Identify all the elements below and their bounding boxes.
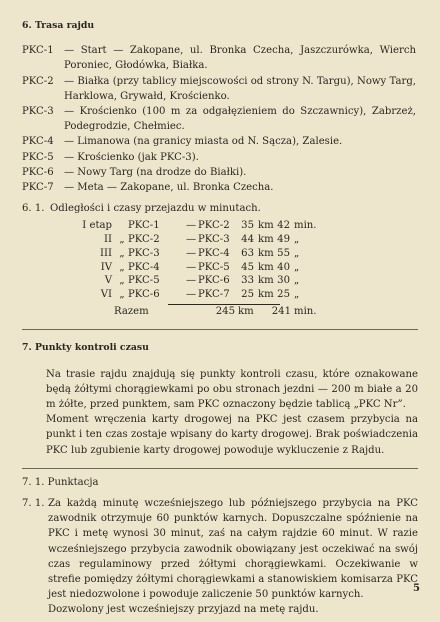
ditto-mark: „ xyxy=(119,234,125,246)
min-unit: „ xyxy=(294,288,300,300)
to-checkpoint: PKC-5 xyxy=(198,261,230,273)
dash: — xyxy=(185,220,197,232)
checkpoint-code: PKC-6 xyxy=(22,166,54,178)
from-checkpoint: PKC-5 xyxy=(128,275,160,287)
time-min: 42 xyxy=(277,220,290,232)
min-unit: „ xyxy=(294,247,300,259)
route-point-row xyxy=(22,150,418,165)
checkpoint-code: PKC-5 xyxy=(22,151,54,163)
route-point-row xyxy=(22,134,418,149)
dash: — xyxy=(185,288,197,300)
checkpoint-code: PKC-2 xyxy=(22,75,54,87)
route-point-row xyxy=(22,74,418,104)
stages-table xyxy=(62,219,342,301)
checkpoint-description: — Start — Zakopane, ul. Bronka Czecha, Jaszczurówka, Wierch Poroniec, Głodówka, Białka. xyxy=(64,45,416,72)
from-checkpoint: PKC-4 xyxy=(128,261,160,273)
checkpoint-description: — Limanowa (na granicy miasta od N. Sącza), Zalesie. xyxy=(64,136,343,148)
subsection-7-1-heading: 7. 1. Punktacja xyxy=(22,476,99,488)
section-7-body xyxy=(46,367,418,458)
distances-subsection xyxy=(22,201,418,318)
stage-label: V xyxy=(104,275,112,287)
time-min: 55 xyxy=(277,247,290,259)
stage-label: I etap xyxy=(82,220,112,232)
ditto-mark: „ xyxy=(119,275,125,287)
to-checkpoint: PKC-2 xyxy=(198,220,230,232)
stage-row xyxy=(62,261,342,275)
stage-row xyxy=(62,219,342,233)
to-checkpoint: PKC-7 xyxy=(198,288,230,300)
stage-label: II xyxy=(104,234,112,246)
km-unit: km xyxy=(258,275,274,287)
distance-km: 45 xyxy=(241,261,254,273)
checkpoint-description: — Meta — Zakopane, ul. Bronka Czecha. xyxy=(64,182,274,194)
distance-km: 35 xyxy=(241,220,254,232)
distance-km: 44 xyxy=(241,234,254,246)
to-checkpoint: PKC-3 xyxy=(198,234,230,246)
time-min: 25 xyxy=(277,288,290,300)
distance-km: 63 xyxy=(241,247,254,259)
from-checkpoint: PKC-2 xyxy=(128,234,160,246)
stage-row xyxy=(62,233,342,247)
total-row xyxy=(62,305,342,319)
total-min-unit: min. xyxy=(294,305,317,317)
time-min: 40 xyxy=(277,261,290,273)
penalty-paragraph: Za każdą minutę wcześniejszego lub późniejszego przybycia na PKC zawodnik otrzymuje 60 punktów karnych. Dopuszczalne spóźnienie na PKC i metę wynosi 30 minut, zaś na całym rajdzie 60 minut. W razie wcześniejszego przybycia zawodnik obowiązany jest oczekiwać na swój czas regulaminowy przed żółtymi chorągiewkami. Oczekiwanie w strefie pomiędzy żółtymi chorągiewkami a stanowiskiem komisarza PKC jest niedozwolone i powoduje zaliczenie 50 punktów karnych. xyxy=(48,497,418,601)
km-unit: km xyxy=(258,288,274,300)
min-unit: „ xyxy=(294,261,300,273)
section-divider-2 xyxy=(22,468,418,469)
subsection-number: 6. 1. xyxy=(22,203,45,215)
subsection-title: Odległości i czasy przejazdu w minutach. xyxy=(50,203,261,215)
route-points-list xyxy=(22,43,418,195)
total-label: Razem xyxy=(114,305,149,317)
ditto-mark: „ xyxy=(119,288,125,300)
subsection-7-1-number: 7. 1. xyxy=(22,497,45,509)
stage-label: IV xyxy=(100,261,112,273)
total-min: 241 xyxy=(271,305,291,317)
section-7-paragraph-1: Na trasie rajdu znajdują się punkty kontroli czasu, które oznakowane będą żółtymi chorągiewkami po obu stronach jezdni — 200 m białe a 20 m żółte, przed punktem, sam PKC oznaczony będzie tablicą „PKC Nr”. xyxy=(46,368,418,410)
route-point-row xyxy=(22,165,418,180)
section-7-heading: 7. Punkty kontroli czasu xyxy=(22,342,149,354)
section-7-paragraph-2: Moment wręczenia karty drogowej na PKC jest czasem przybycia na punkt i ten czas zostaje wpisany do karty drogowej. Brak poświadczenia PKC lub zgubienie karty drogowej powoduje wykluczenie z Rajdu. xyxy=(46,414,418,456)
stage-row xyxy=(62,247,342,261)
km-unit: km xyxy=(258,234,274,246)
early-finish-paragraph: Dozwolony jest wcześniejszy przyjazd na metę rajdu. xyxy=(48,604,319,616)
subsection-7-1-body xyxy=(22,496,418,618)
time-min: 49 xyxy=(277,234,290,246)
dash: — xyxy=(185,247,197,259)
checkpoint-code: PKC-3 xyxy=(22,106,54,118)
stage-label: III xyxy=(100,247,112,259)
km-unit: km xyxy=(258,261,274,273)
ditto-mark: „ xyxy=(119,247,125,259)
checkpoint-description: — Nowy Targ (na drodze do Białki). xyxy=(64,166,247,178)
checkpoint-description: — Krościenko (100 m za odgałęzieniem do Szczawnicy), Zabrzeż, Podegrodzie, Chełmiec. xyxy=(64,106,416,133)
from-checkpoint: PKC-6 xyxy=(128,288,160,300)
checkpoint-code: PKC-7 xyxy=(22,182,54,194)
total-block xyxy=(62,305,342,319)
section-6-heading: 6. Trasa rajdu xyxy=(22,20,95,31)
checkpoint-description: — Krościenko (jak PKC-3). xyxy=(64,151,199,163)
distance-km: 33 xyxy=(241,275,254,287)
from-checkpoint: PKC-3 xyxy=(128,247,160,259)
dash: — xyxy=(185,234,197,246)
page-number: 5 xyxy=(413,582,420,594)
checkpoint-code: PKC-4 xyxy=(22,136,54,148)
dash: — xyxy=(185,275,197,287)
to-checkpoint: PKC-4 xyxy=(198,247,230,259)
route-point-row xyxy=(22,43,418,73)
distances-heading xyxy=(22,201,418,216)
min-unit: „ xyxy=(294,275,300,287)
stage-row xyxy=(62,288,342,302)
checkpoint-code: PKC-1 xyxy=(22,45,54,57)
from-checkpoint: PKC-1 xyxy=(128,220,160,232)
to-checkpoint: PKC-6 xyxy=(198,275,230,287)
stage-label: VI xyxy=(100,288,112,300)
distance-km: 25 xyxy=(241,288,254,300)
km-unit: km xyxy=(258,247,274,259)
total-km-unit: km xyxy=(238,305,254,317)
time-min: 30 xyxy=(277,275,290,287)
ditto-mark: „ xyxy=(119,261,125,273)
checkpoint-description: — Białka (przy tablicy miejscowości od strony N. Targu), Nowy Targ, Harklowa, Grywałd, Krościenko. xyxy=(64,75,416,102)
dash: — xyxy=(185,261,197,273)
stage-row xyxy=(62,274,342,288)
min-unit: min. xyxy=(294,220,317,232)
route-point-row xyxy=(22,104,418,134)
route-point-row xyxy=(22,180,418,195)
km-unit: km xyxy=(258,220,274,232)
section-divider xyxy=(22,329,418,330)
total-km: 245 xyxy=(215,305,235,317)
min-unit: „ xyxy=(294,234,300,246)
